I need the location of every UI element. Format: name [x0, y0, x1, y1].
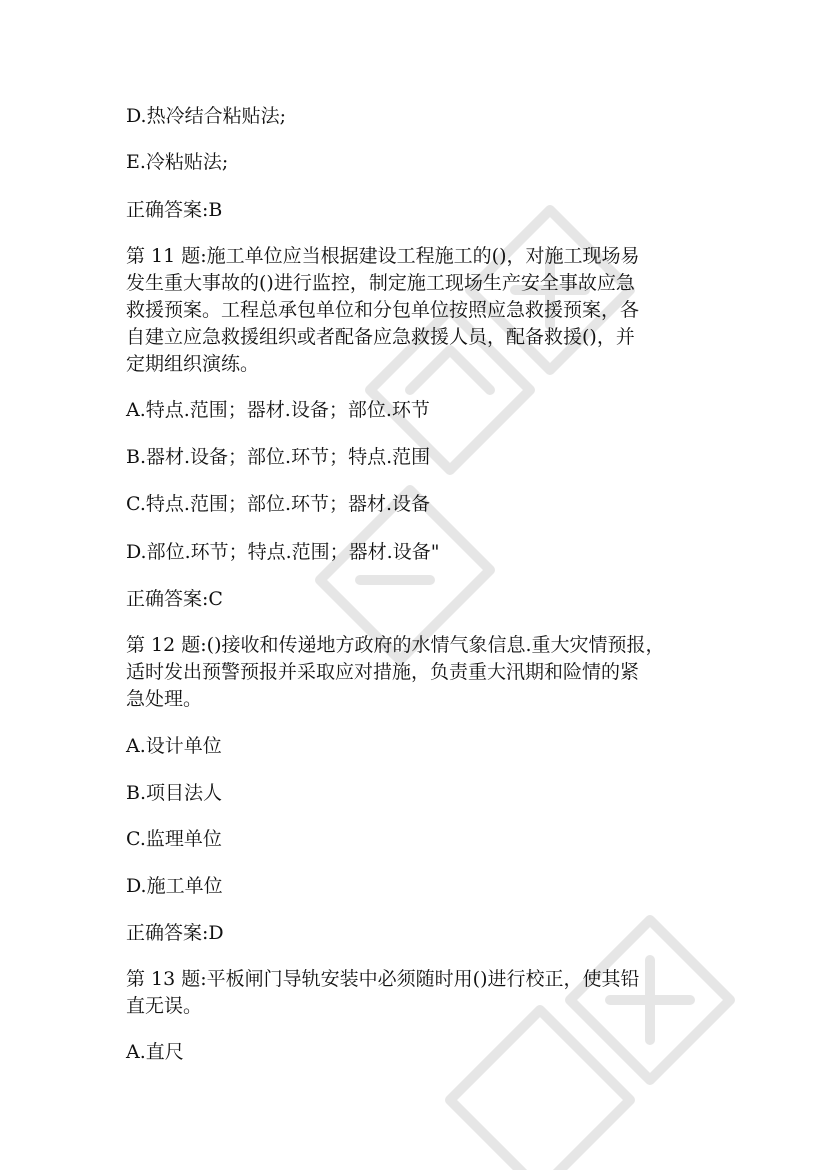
option-line: D.施工单位	[126, 875, 223, 897]
question-11-line: 救援预案。工程总承包单位和分包单位按照应急救援预案，各	[126, 299, 640, 321]
question-13-line: 直无误。	[126, 995, 203, 1017]
option-line: E.冷粘贴法;	[126, 151, 229, 173]
question-11-line: 自建立应急救援组织或者配备应急救援人员，配备救援()，并	[126, 326, 635, 348]
question-12-line: 第 12 题:()接收和传递地方政府的水情气象信息.重大灾情预报，	[126, 634, 665, 656]
answer-line: 正确答案:D	[126, 922, 224, 944]
question-11-line: 第 11 题:施工单位应当根据建设工程施工的()，对施工现场易	[126, 245, 640, 267]
option-line: A.特点.范围；器材.设备；部位.环节	[126, 399, 430, 421]
option-line: C.监理单位	[126, 828, 222, 850]
answer-line: 正确答案:B	[126, 199, 223, 221]
option-line: B.器材.设备；部位.环节；特点.范围	[126, 446, 431, 468]
question-12-line: 急处理。	[126, 688, 203, 710]
question-12-line: 适时发出预警预报并采取应对措施，负责重大汛期和险情的紧	[126, 661, 640, 683]
question-13-line: 第 13 题:平板闸门导轨安装中必须随时用()进行校正，使其铅	[126, 968, 640, 990]
question-11-line: 定期组织演练。	[126, 353, 260, 375]
option-line: C.特点.范围；部位.环节；器材.设备	[126, 493, 431, 515]
option-line: D.部位.环节；特点.范围；器材.设备"	[126, 541, 440, 563]
option-line: D.热冷结合粘贴法;	[126, 105, 286, 127]
option-line: A.设计单位	[126, 735, 222, 757]
answer-line: 正确答案:C	[126, 588, 223, 610]
option-line: A.直尺	[126, 1041, 184, 1063]
option-line: B.项目法人	[126, 782, 223, 804]
question-11-line: 发生重大事故的()进行监控，制定施工现场生产安全事故应急	[126, 272, 635, 294]
